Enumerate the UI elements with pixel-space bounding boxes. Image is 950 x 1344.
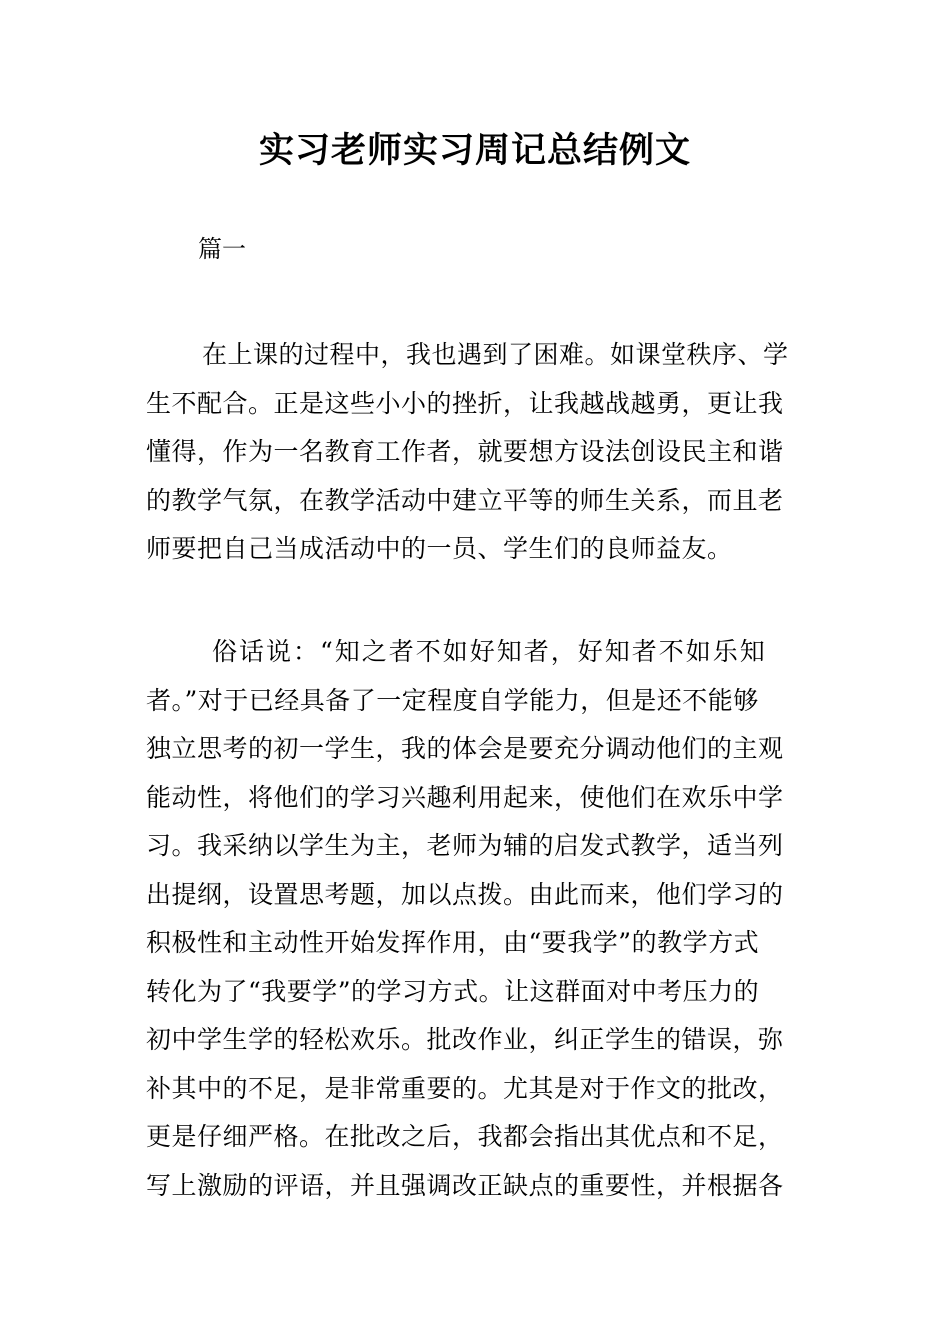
paragraph-line: 俗话说：“知之者不如好知者，好知者不如乐知 xyxy=(212,637,767,666)
document-title: 实习老师实习周记总结例文 xyxy=(258,130,691,171)
paragraph-line: 独立思考的初一学生，我的体会是要充分调动他们的主观 xyxy=(146,734,784,763)
paragraph-line: 师要把自己当成活动中的一员、学生们的良师益友。 xyxy=(146,534,733,563)
paragraph-line: 积极性和主动性开始发挥作用，由“要我学”的教学方式 xyxy=(146,928,760,957)
paragraph-line: 者。”对于已经具备了一定程度自学能力，但是还不能够 xyxy=(146,685,759,715)
paragraph-line: 初中学生学的轻松欢乐。批改作业，纠正学生的错误，弥 xyxy=(146,1025,784,1054)
paragraph-line: 转化为了“我要学”的学习方式。让这群面对中考压力的 xyxy=(146,976,760,1006)
paragraph-line: 习。我采纳以学生为主，老师为辅的启发式教学，适当列 xyxy=(146,831,784,860)
section-label: 篇一 xyxy=(198,235,246,263)
paragraph-line: 更是仔细严格。在批改之后，我都会指出其优点和不足， xyxy=(146,1122,784,1151)
paragraph-line: 能动性，将他们的学习兴趣利用起来，使他们在欢乐中学 xyxy=(146,782,784,812)
paragraph-line: 写上激励的评语，并且强调改正缺点的重要性，并根据各 xyxy=(146,1170,784,1200)
paragraph-line: 懂得，作为一名教育工作者，就要想方设法创设民主和谐 xyxy=(146,437,784,466)
paragraph-2 xyxy=(146,628,806,1210)
paragraph-1 xyxy=(146,331,806,574)
paragraph-line: 的教学气氛，在教学活动中建立平等的师生关系，而且老 xyxy=(146,485,784,515)
paragraph-line: 出提纲，设置思考题，加以点拨。由此而来，他们学习的 xyxy=(146,879,784,909)
paragraph-line: 在上课的过程中，我也遇到了困难。如课堂秩序、学 xyxy=(202,340,789,369)
paragraph-line: 补其中的不足，是非常重要的。尤其是对于作文的批改， xyxy=(146,1073,784,1103)
paragraph-line: 生不配合。正是这些小小的挫折，让我越战越勇，更让我 xyxy=(146,388,784,418)
